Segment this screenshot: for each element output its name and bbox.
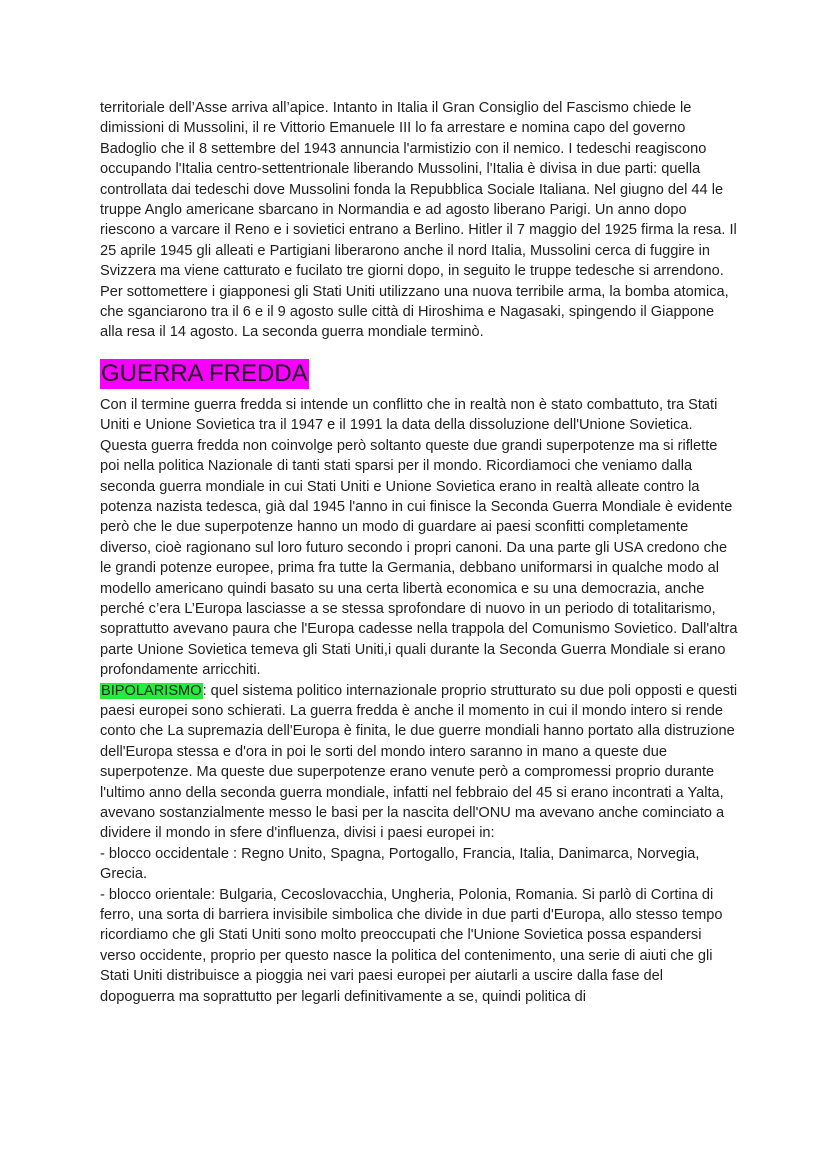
heading-container	[100, 355, 740, 389]
paragraph-guerra-fredda-intro: Con il termine guerra fredda si intende un conflitto che in realtà non è stato combattuto, tra Stati Uniti e Unione Sovietica tra il 1947 e il 1991 la data della dissoluzione dell'Unione Sovietica. Questa guerra fredda non coinvolge però soltanto queste due grandi superpotenze ma si riflette poi nella politica Nazionale di tanti stati sparsi per il mondo. Ricordiamoci che veniamo dalla seconda guerra mondiale in cui Stati Uniti e Unione Sovietica erano in realtà alleate contro la potenza nazista tedesca, già dal 1945 l'anno in cui finisce la Seconda Guerra Mondiale è evidente però che le due superpotenze hanno un modo di guardare ai paesi sconfitti completamente diverso, cioè ragionano sul loro futuro secondo i propri canoni. Da una parte gli USA credono che le grandi potenze europee, prima fra tutte la Germania, debbano uniformarsi in qualche modo al modello americano quindi basato su una certa libertà economica e su una democrazia, anche perché c’era L’Europa lasciasse a se stessa sprofondare di nuovo in un periodo di totalitarismo, soprattutto avevano paura che l'Europa cadesse nella trappola del Comunismo Sovietico. Dall'altra parte Unione Sovietica temeva gli Stati Uniti,i quali durante la Seconda Guerra Mondiale si erano profondamente arricchiti.	[100, 396, 738, 679]
highlighted-term-bipolarismo: BIPOLARISMO	[101, 682, 202, 699]
document-page	[100, 98, 740, 1007]
bipolarismo-definition: : quel sistema politico internazionale proprio strutturato su due poli opposti e questi paesi europei sono schierati. La guerra fredda è anche il momento in cui il mondo intero si rende conto che La supremazia dell'Europa è finita, le due guerre mondiali hanno portato alla distruzione dell'Europa stessa e d'ora in poi le sorti del mondo intero saranno in mano a queste due superpotenze. Ma queste due superpotenze erano venute però a compromessi proprio durante l'ultimo anno della seconda guerra mondiale, infatti nel febbraio del 45 si erano incontrati a Yalta, avevano sostanzialmente messo le basi per la nascita dell'ONU ma avevano anche cominciato a dividere il mondo in sfere d'influenza, divisi i paesi europei in:	[100, 682, 738, 842]
paragraph-ww2-end: territoriale dell’Asse arriva all’apice. Intanto in Italia il Gran Consiglio del Fascismo chiede le dimissioni di Mussolini, il re Vittorio Emanuele III lo fa arrestare e nomina capo del governo Badoglio che il 8 settembre del 1943 annuncia l'armistizio con il nemico. I tedeschi reagiscono occupando l'Italia centro-settentrionale liberando Mussolini, l'Italia è divisa in due parti: quella controllata dai tedeschi dove Mussolini fonda la Repubblica Sociale Italiana. Nel giugno del 44 le truppe Anglo americane sbarcano in Normandia e ad agosto liberano Parigi. Un anno dopo riescono a varcare il Reno e i sovietici entrano a Berlino. Hitler il 7 maggio del 1925 firma la resa. Il 25 aprile 1945 gli alleati e Partigiani liberarono anche il nord Italia, Mussolini cerca di fuggire in Svizzera ma viene catturato e fucilato tre giorni dopo, in seguito le truppe tedesche si arrendono. Per sottomettere i giapponesi gli Stati Uniti utilizzano una nuova terribile arma, la bomba atomica, che sganciarono tra il 6 e il 9 agosto sulle città di Hiroshima e Nagasaki, spingendo il Giappone alla resa il 14 agosto. La seconda guerra mondiale terminò.	[100, 100, 737, 341]
section-heading-guerra-fredda: GUERRA FREDDA	[101, 359, 308, 387]
list-item-blocco-orientale: - blocco orientale: Bulgaria, Cecoslovacchia, Ungheria, Polonia, Romania. Si parlò di Cortina di ferro, una sorta di barriera invisibile simbolica che divide in due parti d'Europa, allo stesso tempo ricordiamo che gli Stati Uniti sono molto preoccupati che l'Unione Sovietica possa espandersi verso occidente, proprio per questo nasce la politica del contenimento, una serie di aiuti che gli Stati Uniti distribuisce a pioggia nei vari paesi europei per aiutarli a uscire dalla fase del dopoguerra ma soprattutto per legarli definitivamente a se, quindi politica di	[100, 886, 723, 1005]
list-item-blocco-occidentale: - blocco occidentale : Regno Unito, Spagna, Portogallo, Francia, Italia, Danimarca, Norvegia, Grecia.	[100, 845, 700, 883]
paragraph-bipolarismo	[100, 681, 740, 844]
